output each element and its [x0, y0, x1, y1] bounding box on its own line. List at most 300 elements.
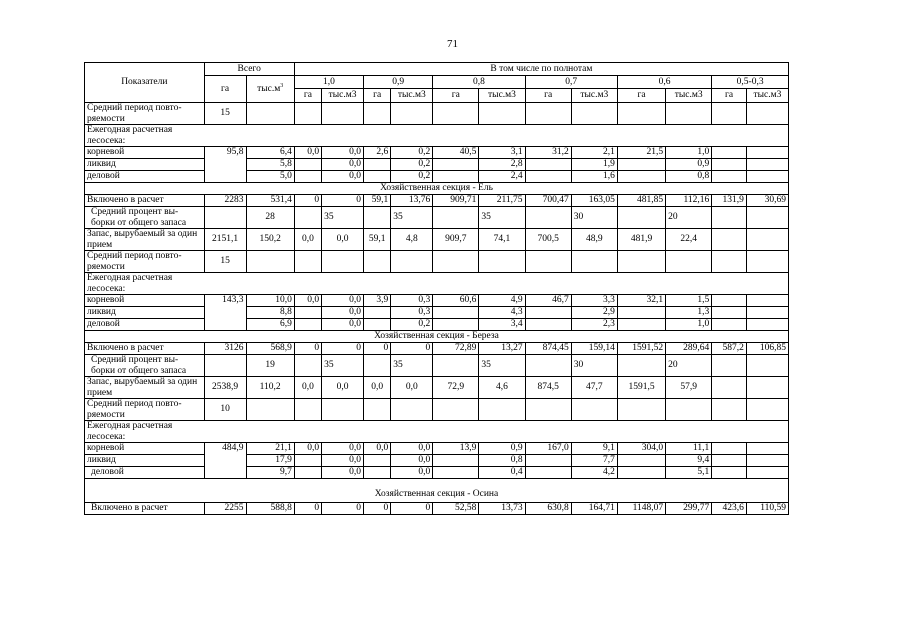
cell-empty: [294, 421, 321, 443]
cell-empty: [571, 399, 617, 421]
cell-value: 59,1: [364, 195, 391, 207]
cell-empty: [322, 251, 364, 273]
cell-value: 1148,07: [617, 503, 665, 515]
section-title: Хозяйственная секция - Береза: [85, 331, 789, 343]
cell-empty: [204, 273, 246, 295]
cell-value: [712, 159, 747, 171]
cell-value: 4,8: [391, 229, 433, 251]
cell-empty: [525, 103, 571, 125]
cell-empty: [712, 355, 747, 377]
cell-value: 4,3: [479, 307, 525, 319]
cell-value: [364, 319, 391, 331]
header-sub-m3: тыс.м3: [666, 89, 712, 103]
table-row: [85, 343, 789, 355]
header-indicators: Показатели: [85, 63, 205, 103]
table-row: [85, 307, 789, 319]
cell-value: 5,8: [246, 159, 294, 171]
cell-value: [433, 467, 479, 479]
cell-value: 0,3: [391, 307, 433, 319]
cell-empty: [433, 125, 479, 147]
cell-value: 0,0: [294, 443, 321, 455]
cell-value: [433, 171, 479, 183]
cell-empty: [391, 125, 433, 147]
cell-empty: [525, 273, 571, 295]
cell-empty: [571, 251, 617, 273]
cell-value: 9,1: [571, 443, 617, 455]
cell-value: 0: [294, 343, 321, 355]
cell-value: 4,2: [571, 467, 617, 479]
cell-empty: [617, 251, 665, 273]
cell-value: 568,9: [246, 343, 294, 355]
header-total: Всего: [204, 63, 294, 76]
cell-empty: [571, 125, 617, 147]
cell-value: 1,9: [571, 159, 617, 171]
cell-empty: [712, 399, 747, 421]
cell-empty: [525, 251, 571, 273]
cell-value: [617, 159, 665, 171]
cell-value: 52,58: [433, 503, 479, 515]
cell-value: 0,0: [322, 377, 364, 399]
cell-empty: [364, 125, 391, 147]
cell-value: 700,47: [525, 195, 571, 207]
table-row: [85, 125, 789, 147]
cell-value: [746, 171, 788, 183]
cell-value: [746, 229, 788, 251]
cell-value: [746, 307, 788, 319]
cell-value: 2,3: [571, 319, 617, 331]
header-density-6: 0,5-0,3: [712, 76, 789, 89]
cell-value: 0,0: [294, 229, 321, 251]
cell-value: 17,9: [246, 455, 294, 467]
cell-value: 20: [666, 355, 712, 377]
cell-value: 0: [322, 195, 364, 207]
cell-empty: [666, 251, 712, 273]
cell-value: 30,69: [746, 195, 788, 207]
cell-empty: [746, 399, 788, 421]
cell-value: 35: [391, 207, 433, 229]
cell-value: 13,9: [433, 443, 479, 455]
cell-value: 21,5: [617, 147, 665, 159]
cell-value: [364, 467, 391, 479]
cell-value: 13,73: [479, 503, 525, 515]
header-total-m3: $тыс.м^3$: [246, 76, 294, 103]
cell-value: 2,6: [364, 147, 391, 159]
cell-value: 1,3: [666, 307, 712, 319]
header-sub-m3: тыс.м3: [322, 89, 364, 103]
cell-value: 10,0: [246, 295, 294, 307]
cell-value: 874,45: [525, 343, 571, 355]
cell-value: 0,0: [322, 147, 364, 159]
cell-value: [525, 467, 571, 479]
table-row: [85, 399, 789, 421]
cell-empty: [391, 399, 433, 421]
cell-empty: [479, 421, 525, 443]
cell-value: 163,05: [571, 195, 617, 207]
cell-empty: [746, 103, 788, 125]
cell-empty: [364, 421, 391, 443]
cell-empty: [617, 207, 665, 229]
cell-empty: [746, 207, 788, 229]
cell-value: [712, 295, 747, 307]
cell-empty: [246, 273, 294, 295]
row-label: Средний период повто-ряемости: [85, 251, 205, 273]
cell-empty: [712, 421, 747, 443]
cell-empty: [433, 355, 479, 377]
cell-value: [746, 147, 788, 159]
cell-value: [746, 455, 788, 467]
forest-cut-table: [84, 62, 789, 515]
cell-empty: [322, 103, 364, 125]
cell-value: 481,9: [617, 229, 665, 251]
cell-value: 143,3: [204, 295, 246, 331]
header-density-1: 1,0: [294, 76, 363, 89]
header-sub-ha: га: [617, 89, 665, 103]
cell-empty: [391, 103, 433, 125]
cell-value: 0,2: [391, 159, 433, 171]
cell-empty: [433, 273, 479, 295]
cell-value: 72,89: [433, 343, 479, 355]
cell-value: [433, 307, 479, 319]
cell-value: 211,75: [479, 195, 525, 207]
cell-value: 0,4: [479, 467, 525, 479]
row-label: Ежегодная расчетная лесосека:: [85, 125, 205, 147]
cell-value: [364, 455, 391, 467]
cell-empty: [204, 355, 246, 377]
cell-value: 47,7: [571, 377, 617, 399]
cell-value: 9,7: [246, 467, 294, 479]
cell-empty: [433, 103, 479, 125]
cell-value: 874,5: [525, 377, 571, 399]
header-by-density: В том числе по полнотам: [294, 63, 788, 76]
cell-value: [617, 319, 665, 331]
header-density-4: 0,7: [525, 76, 617, 89]
cell-value: [433, 455, 479, 467]
cell-value: [617, 307, 665, 319]
cell-empty: [322, 273, 364, 295]
cell-empty: [322, 125, 364, 147]
row-label: Ежегодная расчетная лесосека:: [85, 273, 205, 295]
cell-value: 2,1: [571, 147, 617, 159]
cell-value: 0,0: [294, 147, 321, 159]
cell-value: 110,59: [746, 503, 788, 515]
cell-empty: [617, 125, 665, 147]
cell-value: [712, 319, 747, 331]
cell-value: 15: [204, 251, 246, 273]
cell-empty: [479, 251, 525, 273]
cell-value: 909,71: [433, 195, 479, 207]
cell-empty: [617, 421, 665, 443]
cell-empty: [364, 103, 391, 125]
cell-value: 35: [322, 355, 364, 377]
cell-empty: [525, 421, 571, 443]
cell-empty: [666, 399, 712, 421]
cell-value: 74,1: [479, 229, 525, 251]
cell-value: 484,9: [204, 443, 246, 479]
cell-value: 131,9: [712, 195, 747, 207]
cell-empty: [391, 273, 433, 295]
cell-value: 0,0: [322, 171, 364, 183]
cell-value: 48,9: [571, 229, 617, 251]
cell-value: 1,0: [666, 147, 712, 159]
cell-value: 0,9: [479, 443, 525, 455]
cell-value: 2255: [204, 503, 246, 515]
cell-value: [712, 377, 747, 399]
cell-value: 35: [479, 355, 525, 377]
cell-empty: [525, 355, 571, 377]
cell-value: 423,6: [712, 503, 747, 515]
row-label: корневой: [85, 295, 205, 307]
header-sub-m3: тыс.м3: [571, 89, 617, 103]
table-row: [85, 195, 789, 207]
cell-empty: [617, 399, 665, 421]
cell-empty: [746, 355, 788, 377]
cell-value: [746, 467, 788, 479]
table-row: [85, 159, 789, 171]
header-total-ha: га: [204, 76, 246, 103]
cell-empty: [617, 355, 665, 377]
cell-value: [617, 467, 665, 479]
cell-value: 8,8: [246, 307, 294, 319]
cell-value: [294, 455, 321, 467]
cell-value: [712, 455, 747, 467]
cell-empty: [712, 207, 747, 229]
cell-value: [746, 377, 788, 399]
header-density-2: 0,9: [364, 76, 433, 89]
cell-value: 0,0: [294, 377, 321, 399]
cell-value: 11,1: [666, 443, 712, 455]
cell-value: 0,0: [322, 319, 364, 331]
cell-value: 0,0: [391, 467, 433, 479]
cell-value: 57,9: [666, 377, 712, 399]
table-row: [85, 331, 789, 343]
cell-empty: [666, 273, 712, 295]
cell-value: 2538,9: [204, 377, 246, 399]
cell-empty: [433, 207, 479, 229]
cell-empty: [364, 207, 391, 229]
cell-value: 0,8: [666, 171, 712, 183]
cell-value: 0,0: [322, 159, 364, 171]
cell-value: 2,8: [479, 159, 525, 171]
cell-value: 3126: [204, 343, 246, 355]
cell-value: 1591,5: [617, 377, 665, 399]
header-sub-m3: тыс.м3: [746, 89, 788, 103]
cell-value: [746, 319, 788, 331]
cell-value: 3,1: [479, 147, 525, 159]
cell-empty: [525, 125, 571, 147]
cell-value: 9,4: [666, 455, 712, 467]
cell-empty: [746, 251, 788, 273]
cell-value: [433, 159, 479, 171]
cell-value: 0,2: [391, 319, 433, 331]
cell-value: [364, 159, 391, 171]
cell-value: 0,0: [322, 443, 364, 455]
cell-value: 6,9: [246, 319, 294, 331]
cell-empty: [666, 125, 712, 147]
table-row: [85, 171, 789, 183]
cell-empty: [712, 273, 747, 295]
cell-value: 0,0: [322, 467, 364, 479]
cell-empty: [294, 355, 321, 377]
row-label: Средний период повто-ряемости: [85, 103, 205, 125]
cell-empty: [246, 103, 294, 125]
cell-empty: [322, 421, 364, 443]
header-sub-ha: га: [525, 89, 571, 103]
cell-value: 6,4: [246, 147, 294, 159]
header-density-3: 0,8: [433, 76, 525, 89]
cell-empty: [204, 207, 246, 229]
cell-empty: [666, 103, 712, 125]
cell-empty: [294, 399, 321, 421]
cell-value: 110,2: [246, 377, 294, 399]
cell-value: [617, 171, 665, 183]
cell-empty: [746, 273, 788, 295]
table-row: [85, 147, 789, 159]
cell-value: [294, 159, 321, 171]
cell-value: 30: [571, 355, 617, 377]
cell-empty: [204, 421, 246, 443]
cell-value: [294, 467, 321, 479]
cell-value: [712, 171, 747, 183]
cell-value: 13,76: [391, 195, 433, 207]
cell-value: 909,7: [433, 229, 479, 251]
table-row: [85, 455, 789, 467]
cell-value: [712, 467, 747, 479]
table-row: [85, 295, 789, 307]
cell-value: 0: [294, 195, 321, 207]
table-row: [85, 355, 789, 377]
cell-value: 0,0: [364, 377, 391, 399]
header-sub-ha: га: [364, 89, 391, 103]
cell-value: 0,0: [322, 307, 364, 319]
cell-empty: [666, 421, 712, 443]
cell-value: 0: [322, 343, 364, 355]
table-row: [85, 319, 789, 331]
table-row: [85, 183, 789, 195]
cell-empty: [246, 125, 294, 147]
cell-value: 0: [294, 503, 321, 515]
cell-empty: [433, 251, 479, 273]
cell-empty: [571, 421, 617, 443]
cell-value: 3,4: [479, 319, 525, 331]
cell-value: 13,27: [479, 343, 525, 355]
cell-value: 4,6: [479, 377, 525, 399]
row-label: Включено в расчет: [85, 343, 205, 355]
cell-empty: [746, 125, 788, 147]
row-label: ликвид: [85, 455, 205, 467]
cell-value: 2,4: [479, 171, 525, 183]
row-label: деловой: [85, 319, 205, 331]
cell-value: [294, 307, 321, 319]
header-sub-ha: га: [433, 89, 479, 103]
cell-value: 0: [364, 503, 391, 515]
cell-value: 1591,52: [617, 343, 665, 355]
table-row: [85, 421, 789, 443]
row-label: ликвид: [85, 307, 205, 319]
cell-value: 0,8: [479, 455, 525, 467]
section-title: Хозяйственная секция - Осина: [85, 479, 789, 503]
cell-empty: [712, 251, 747, 273]
cell-empty: [204, 125, 246, 147]
cell-value: 7,7: [571, 455, 617, 467]
cell-empty: [746, 421, 788, 443]
cell-value: 588,8: [246, 503, 294, 515]
cell-empty: [571, 103, 617, 125]
cell-value: 630,8: [525, 503, 571, 515]
cell-empty: [433, 421, 479, 443]
cell-empty: [391, 421, 433, 443]
cell-value: 40,5: [433, 147, 479, 159]
cell-empty: [294, 251, 321, 273]
table-row: [85, 207, 789, 229]
table-row: [85, 443, 789, 455]
cell-value: 1,0: [666, 319, 712, 331]
row-label: Средний процент вы-борки от общего запаса: [85, 207, 205, 229]
row-label: Запас, вырубаемый за один прием: [85, 377, 205, 399]
cell-value: 0,2: [391, 171, 433, 183]
cell-value: 0,0: [391, 455, 433, 467]
cell-value: 0,0: [322, 229, 364, 251]
cell-value: [712, 443, 747, 455]
cell-value: 0: [322, 503, 364, 515]
row-label: Включено в расчет: [85, 503, 205, 515]
cell-value: [525, 307, 571, 319]
cell-value: 35: [391, 355, 433, 377]
cell-value: [525, 319, 571, 331]
cell-empty: [364, 355, 391, 377]
cell-value: 150,2: [246, 229, 294, 251]
cell-empty: [294, 103, 321, 125]
cell-value: 31,2: [525, 147, 571, 159]
cell-value: 0,0: [322, 295, 364, 307]
cell-empty: [571, 273, 617, 295]
cell-empty: [246, 421, 294, 443]
cell-value: 10: [204, 399, 246, 421]
cell-value: 59,1: [364, 229, 391, 251]
cell-value: 159,14: [571, 343, 617, 355]
cell-empty: [246, 399, 294, 421]
cell-value: 20: [666, 207, 712, 229]
cell-empty: [479, 399, 525, 421]
row-label: Ежегодная расчетная лесосека:: [85, 421, 205, 443]
cell-value: 289,64: [666, 343, 712, 355]
cell-value: 5,0: [246, 171, 294, 183]
cell-empty: [364, 399, 391, 421]
cell-empty: [479, 103, 525, 125]
cell-value: 0,0: [294, 295, 321, 307]
cell-value: 35: [479, 207, 525, 229]
row-label: корневой: [85, 443, 205, 455]
cell-empty: [294, 125, 321, 147]
cell-value: 2283: [204, 195, 246, 207]
cell-value: 15: [204, 103, 246, 125]
row-label: Средний процент вы-борки от общего запаса: [85, 355, 205, 377]
table-row: [85, 273, 789, 295]
cell-empty: [479, 125, 525, 147]
cell-value: [525, 159, 571, 171]
cell-value: 21,1: [246, 443, 294, 455]
cell-value: 481,85: [617, 195, 665, 207]
cell-empty: [525, 399, 571, 421]
cell-empty: [712, 103, 747, 125]
cell-value: 0: [391, 503, 433, 515]
row-label: Запас, вырубаемый за один прием: [85, 229, 205, 251]
cell-value: 3,3: [571, 295, 617, 307]
table-row: [85, 251, 789, 273]
cell-value: 0,0: [364, 443, 391, 455]
cell-value: [712, 147, 747, 159]
row-label: ликвид: [85, 159, 205, 171]
cell-value: [364, 171, 391, 183]
